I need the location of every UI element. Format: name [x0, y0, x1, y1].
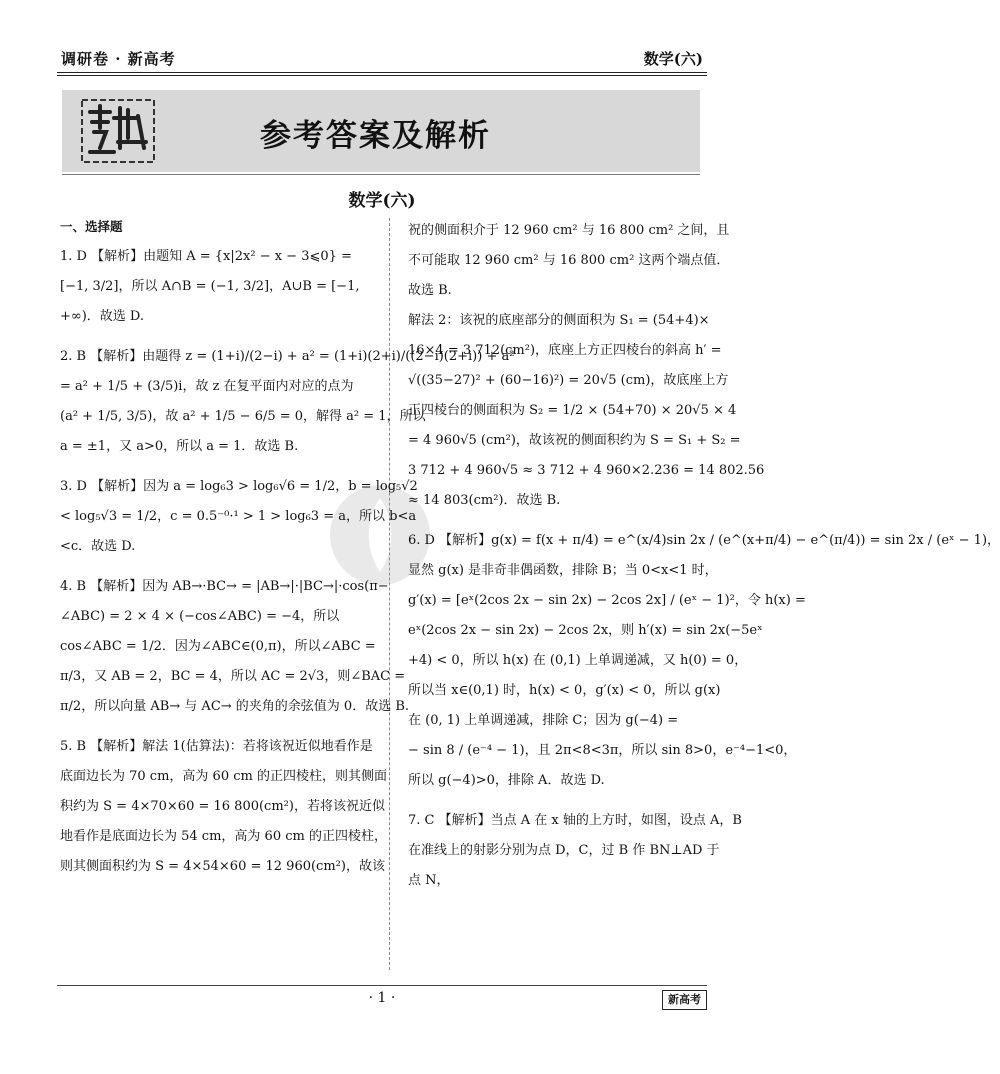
document-subtitle: 数学(六)	[348, 191, 416, 211]
text-line: 故选 B.	[408, 283, 452, 298]
text-line: π/3，又 AB = 2，BC = 4，所以 AC = 2√3，则∠BAC =	[60, 669, 406, 684]
header-series: 调研卷 · 新高考	[61, 50, 176, 68]
text-line: 点 N，	[408, 873, 450, 888]
text-line: 2. B 【解析】由题得 z = (1+i)/(2−i) + a² = (1+i)(2+i)/((2−i)(2+i)) + a²	[60, 349, 515, 364]
right-column	[408, 216, 1000, 896]
footer-badge: 新高考	[662, 990, 707, 1010]
text-line: <c．故选 D.	[60, 539, 136, 554]
text-line: 积约为 S = 4×70×60 = 16 800(cm²)，若将该祝近似	[60, 799, 385, 814]
text-line: 所以 g(−4)>0，排除 A．故选 D.	[408, 773, 605, 788]
text-line: 5. B 【解析】解法 1(估算法)：若将该祝近似地看作是	[60, 739, 373, 754]
text-line: ≈ 14 803(cm²)．故选 B.	[408, 493, 561, 508]
header-subject: 数学(六)	[643, 50, 703, 68]
paragraph-gap	[60, 562, 372, 572]
text-line: a = ±1，又 a>0，所以 a = 1．故选 B.	[60, 439, 299, 454]
paragraph-gap	[408, 516, 706, 526]
text-line: [−1, 3/2]，所以 A∩B = (−1, 3/2]，A∪B = [−1,	[60, 279, 360, 294]
text-line: 4. B 【解析】因为 AB→·BC→ = |AB→|·|BC→|·cos(π−	[60, 579, 389, 594]
text-line: = a² + 1/5 + (3/5)i，故 z 在复平面内对应的点为	[60, 379, 354, 394]
text-line: − sin 8 / (e⁻⁴ − 1)，且 2π<8<3π，所以 sin 8>0，e⁻⁴−1<0，	[408, 743, 797, 758]
text-line: π/2，所以向量 AB→ 与 AC→ 的夹角的余弦值为 0．故选 B.	[60, 699, 410, 714]
text-line: 1. D 【解析】由题知 A = {x|2x² − x − 3⩽0} =	[60, 249, 352, 264]
text-line: 16×4 = 3 712(cm²)，底座上方正四棱台的斜高 h′ =	[408, 343, 722, 358]
text-line: 显然 g(x) 是非奇非偶函数，排除 B；当 0<x<1 时，	[408, 563, 718, 578]
paragraph-gap	[60, 462, 372, 472]
text-line: 解法 2：该祝的底座部分的侧面积为 S₁ = (54+4)×	[408, 313, 710, 328]
text-line: eˣ(2cos 2x − sin 2x) − 2cos 2x，则 h′(x) = sin 2x(−5eˣ	[408, 623, 763, 638]
right-column-lines	[408, 216, 1000, 896]
column-divider	[389, 218, 390, 970]
text-line: = 4 960√5 (cm²)，故该祝的侧面积约为 S = S₁ + S₂ =	[408, 433, 741, 448]
text-line: +∞)．故选 D.	[60, 309, 145, 324]
text-line: 不可能取 12 960 cm² 与 16 800 cm² 这两个端点值．	[408, 253, 730, 268]
header-rule-thin	[57, 75, 707, 76]
banner-title: 参考答案及解析	[260, 118, 491, 154]
text-line: cos∠ABC = 1/2．因为∠ABC∈(0,π)，所以∠ABC =	[60, 639, 376, 654]
title-banner	[62, 90, 700, 172]
text-line: 在 (0, 1) 上单调递减，排除 C；因为 g(−4) =	[408, 713, 679, 728]
text-line: 所以当 x∈(0,1) 时，h(x) < 0，g′(x) < 0，所以 g(x)	[408, 683, 721, 698]
text-line: 6. D 【解析】g(x) = f(x + π/4) = e^(x/4)sin 2x / (e^(x+π/4) − e^(π/4)) = sin 2x / (eˣ − 1)，	[408, 533, 1000, 548]
text-line: √((35−27)² + (60−16)²) = 20√5 (cm)，故底座上方	[408, 373, 729, 388]
text-line: g′(x) = [eˣ(2cos 2x − sin 2x) − 2cos 2x] / (eˣ − 1)²，令 h(x) =	[408, 593, 806, 608]
section-heading: 一、选择题	[60, 219, 123, 234]
text-line: +4) < 0，所以 h(x) 在 (0,1) 上单调递减，又 h(0) = 0，	[408, 653, 748, 668]
text-line: 则其侧面积约为 S = 4×54×60 = 12 960(cm²)，故该	[60, 859, 385, 874]
header-rule	[57, 72, 707, 73]
text-line: 地看作是底面边长为 54 cm，高为 60 cm 的正四棱柱，	[60, 829, 387, 844]
paragraph-gap	[60, 722, 372, 732]
text-line: 3 712 + 4 960√5 ≈ 3 712 + 4 960×2.236 = 14 802.56	[408, 463, 765, 478]
banner-rule	[62, 174, 700, 175]
text-line: 正四棱台的侧面积为 S₂ = 1/2 × (54+70) × 20√5 × 4	[408, 403, 737, 418]
text-line: 在准线上的射影分别为点 D，C，过 B 作 BN⊥AD 于	[408, 843, 720, 858]
paragraph-gap	[60, 332, 372, 342]
page-number: · 1 ·	[368, 990, 396, 1006]
seal-logo-icon	[80, 98, 156, 164]
text-line: (a² + 1/5, 3/5)，故 a² + 1/5 − 6/5 = 0，解得 a² = 1，所以	[60, 409, 426, 424]
text-line: ∠ABC) = 2 × 4 × (−cos∠ABC) = −4，所以	[60, 609, 340, 624]
footer-rule	[57, 985, 707, 986]
text-line: 祝的侧面积介于 12 960 cm² 与 16 800 cm² 之间，且	[408, 223, 730, 238]
page-header	[57, 48, 707, 70]
paragraph-gap	[408, 796, 706, 806]
text-line: 底面边长为 70 cm，高为 60 cm 的正四棱柱，则其侧面	[60, 769, 387, 784]
text-line: < log₅√3 = 1/2，c = 0.5⁻⁰·¹ > 1 > log₆3 = a，所以 b<a	[60, 509, 417, 524]
text-line: 3. D 【解析】因为 a = log₆3 > log₆√6 = 1/2，b = log₅√2	[60, 479, 418, 494]
text-line: 7. C 【解析】当点 A 在 x 轴的上方时，如图，设点 A，B	[408, 813, 742, 828]
